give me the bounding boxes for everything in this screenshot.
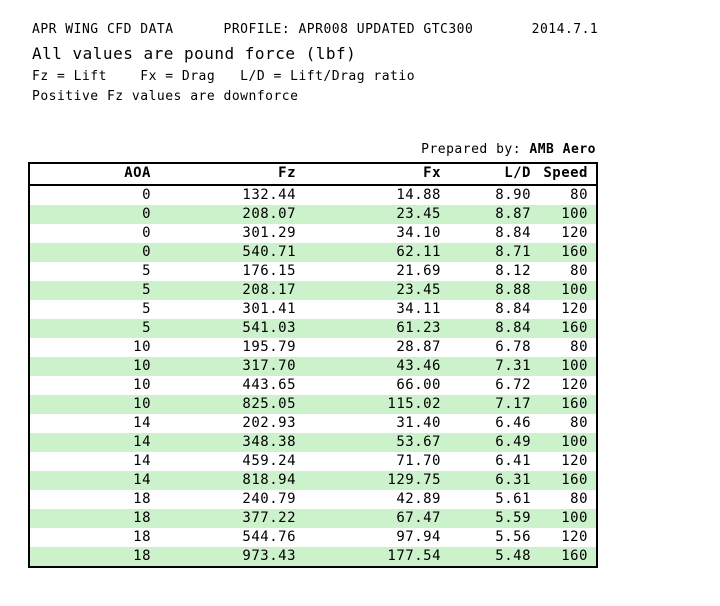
- cell-fz: 301.29: [242, 225, 296, 241]
- cell-ld: 8.12: [495, 263, 531, 279]
- cell-fz: 208.17: [159, 281, 304, 300]
- cell-aoa: 18: [133, 529, 151, 545]
- table-row: [29, 376, 597, 395]
- cell-speed: 80: [570, 187, 588, 203]
- cell-fz: 973.43: [159, 547, 304, 567]
- cell-fz: 544.76: [242, 529, 296, 545]
- cell-fz: 540.71: [159, 243, 304, 262]
- cell-fx: 43.46: [304, 357, 449, 376]
- prepared-by-line: [0, 142, 596, 157]
- cell-fz: 176.15: [242, 263, 296, 279]
- cell-speed: 100: [539, 509, 597, 528]
- cell-fx: 34.11: [396, 301, 441, 317]
- cell-fx: 71.70: [396, 453, 441, 469]
- cell-aoa: 5: [142, 301, 151, 317]
- cell-ld: 8.71: [449, 243, 539, 262]
- cell-fz: 818.94: [159, 471, 304, 490]
- cell-aoa: 14: [29, 471, 159, 490]
- cell-fx: 14.88: [396, 187, 441, 203]
- cell-ld: 6.49: [449, 433, 539, 452]
- cell-fz: 459.24: [242, 453, 296, 469]
- cell-aoa: 10: [29, 395, 159, 414]
- cell-aoa: 0: [142, 187, 151, 203]
- header-legend: Fz = Lift Fx = Drag L/D = Lift/Drag ratio: [32, 69, 416, 84]
- cell-fz: 240.79: [242, 491, 296, 507]
- cell-aoa: 18: [133, 491, 151, 507]
- cell-speed: 160: [539, 395, 597, 414]
- cell-fx: 97.94: [396, 529, 441, 545]
- cell-ld: 7.17: [449, 395, 539, 414]
- cell-aoa: 10: [29, 357, 159, 376]
- header-date: 2014.7.1: [531, 22, 599, 37]
- cell-speed: 100: [539, 433, 597, 452]
- cell-fx: 23.45: [304, 281, 449, 300]
- header-spacer-1: [174, 22, 224, 37]
- column-header-aoa: AOA: [29, 163, 159, 185]
- cell-aoa: 14: [29, 433, 159, 452]
- cfd-table-body: [29, 185, 597, 567]
- cell-ld: 8.84: [495, 225, 531, 241]
- cell-speed: 120: [561, 301, 588, 317]
- cell-fz: 825.05: [159, 395, 304, 414]
- cell-ld: 6.31: [449, 471, 539, 490]
- cell-ld: 6.41: [495, 453, 531, 469]
- cell-ld: 8.87: [449, 205, 539, 224]
- cell-ld: 6.78: [495, 339, 531, 355]
- cell-speed: 100: [539, 357, 597, 376]
- cell-fx: 62.11: [304, 243, 449, 262]
- cell-fx: 177.54: [304, 547, 449, 567]
- table-row: [29, 281, 597, 300]
- cell-speed: 80: [570, 263, 588, 279]
- cell-aoa: 5: [29, 319, 159, 338]
- cell-fx: 31.40: [396, 415, 441, 431]
- cell-speed: 160: [539, 471, 597, 490]
- cell-fz: 208.07: [159, 205, 304, 224]
- cell-aoa: 18: [29, 509, 159, 528]
- cell-ld: 8.88: [449, 281, 539, 300]
- column-header-fx: Fx: [304, 163, 449, 185]
- cell-speed: 120: [561, 377, 588, 393]
- cell-fz: 195.79: [242, 339, 296, 355]
- table-row: [29, 471, 597, 490]
- cell-fx: 53.67: [304, 433, 449, 452]
- table-row: [29, 547, 597, 567]
- column-header-ld: L/D: [449, 163, 539, 185]
- table-row: [29, 490, 597, 509]
- cell-speed: 100: [539, 205, 597, 224]
- table-row: [29, 414, 597, 433]
- cell-aoa: 0: [29, 205, 159, 224]
- table-row: [29, 528, 597, 547]
- cell-ld: 5.61: [495, 491, 531, 507]
- cell-ld: 8.84: [495, 301, 531, 317]
- table-row: [29, 452, 597, 471]
- table-row: [29, 509, 597, 528]
- column-header-speed: Speed: [539, 163, 597, 185]
- cell-fz: 377.22: [159, 509, 304, 528]
- cell-fz: 301.41: [242, 301, 296, 317]
- cell-speed: 120: [561, 453, 588, 469]
- cell-fz: 132.44: [242, 187, 296, 203]
- table-row: [29, 185, 597, 205]
- prepared-by-value: AMB Aero: [529, 142, 596, 157]
- cell-speed: 100: [539, 281, 597, 300]
- cell-speed: 160: [539, 547, 597, 567]
- table-row: [29, 262, 597, 281]
- cell-fz: 317.70: [159, 357, 304, 376]
- cell-aoa: 0: [29, 243, 159, 262]
- cell-ld: 5.56: [495, 529, 531, 545]
- cell-aoa: 0: [142, 225, 151, 241]
- cell-speed: 80: [570, 339, 588, 355]
- cell-fx: 115.02: [304, 395, 449, 414]
- cell-ld: 5.59: [449, 509, 539, 528]
- cell-fx: 42.89: [396, 491, 441, 507]
- cell-ld: 8.90: [495, 187, 531, 203]
- cell-aoa: 14: [133, 415, 151, 431]
- table-header-row: [29, 163, 597, 185]
- cell-fz: 202.93: [242, 415, 296, 431]
- cfd-table-container: [28, 162, 596, 568]
- cell-speed: 80: [570, 415, 588, 431]
- table-row: [29, 205, 597, 224]
- table-row: [29, 300, 597, 319]
- cell-fx: 66.00: [396, 377, 441, 393]
- header-units-note: All values are pound force (lbf): [32, 44, 357, 63]
- cell-aoa: 14: [133, 453, 151, 469]
- cell-fx: 28.87: [396, 339, 441, 355]
- prepared-by-label: Prepared by:: [421, 142, 522, 157]
- column-header-fz: Fz: [159, 163, 304, 185]
- table-row: [29, 357, 597, 376]
- cell-fz: 541.03: [159, 319, 304, 338]
- table-row: [29, 433, 597, 452]
- document-header: [0, 0, 720, 104]
- header-line-1: [32, 22, 720, 37]
- cell-fz: 348.38: [159, 433, 304, 452]
- cell-speed: 120: [561, 225, 588, 241]
- table-row: [29, 243, 597, 262]
- header-downforce-note: Positive Fz values are downforce: [32, 89, 299, 104]
- cfd-data-table: [28, 162, 598, 568]
- cell-ld: 8.84: [449, 319, 539, 338]
- table-row: [29, 224, 597, 243]
- cell-ld: 6.46: [495, 415, 531, 431]
- cell-speed: 120: [561, 529, 588, 545]
- cell-fx: 21.69: [396, 263, 441, 279]
- cell-speed: 80: [570, 491, 588, 507]
- cell-ld: 5.48: [449, 547, 539, 567]
- cell-ld: 7.31: [449, 357, 539, 376]
- cell-fz: 443.65: [242, 377, 296, 393]
- cell-aoa: 10: [133, 339, 151, 355]
- cell-fx: 23.45: [304, 205, 449, 224]
- cell-aoa: 10: [133, 377, 151, 393]
- header-title: APR WING CFD DATA: [32, 22, 174, 37]
- cell-aoa: 5: [29, 281, 159, 300]
- header-spacer-2: [473, 22, 531, 37]
- table-row: [29, 319, 597, 338]
- cell-ld: 6.72: [495, 377, 531, 393]
- cell-aoa: 18: [29, 547, 159, 567]
- cell-fx: 61.23: [304, 319, 449, 338]
- table-row: [29, 395, 597, 414]
- cell-fx: 129.75: [304, 471, 449, 490]
- cell-aoa: 5: [142, 263, 151, 279]
- table-row: [29, 338, 597, 357]
- cell-fx: 67.47: [304, 509, 449, 528]
- cell-speed: 160: [539, 243, 597, 262]
- cell-speed: 160: [539, 319, 597, 338]
- header-profile: PROFILE: APR008 UPDATED GTC300: [223, 22, 474, 37]
- cell-fx: 34.10: [396, 225, 441, 241]
